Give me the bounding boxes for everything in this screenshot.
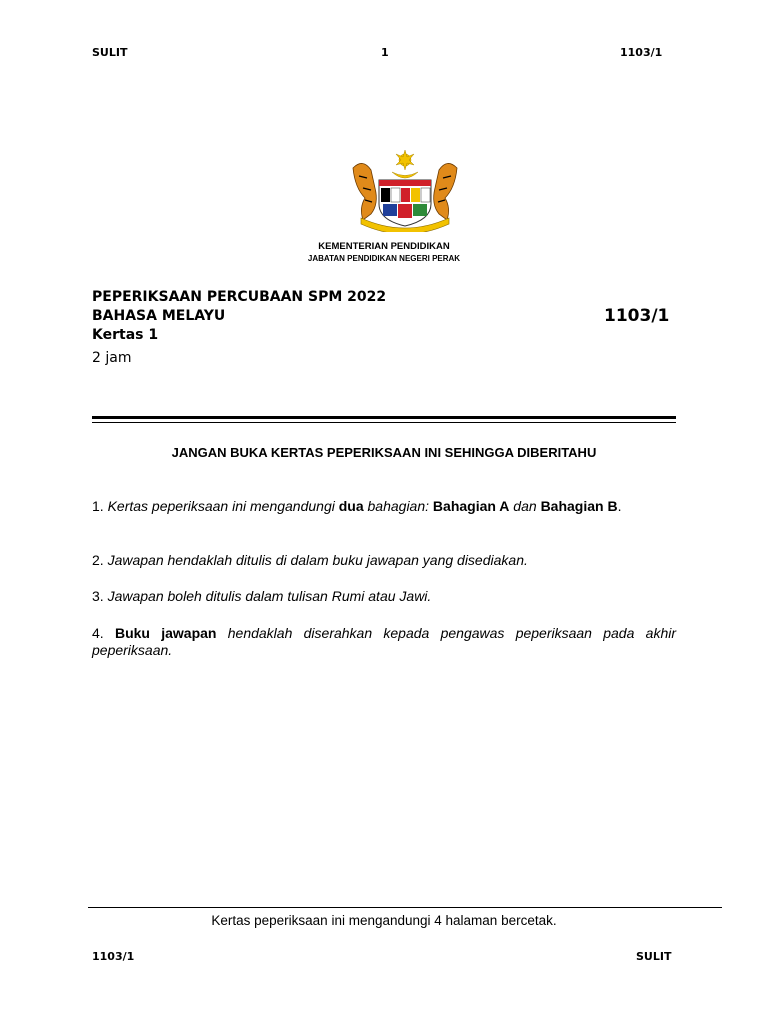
exam-title: PEPERIKSAAN PERCUBAAN SPM 2022 [92, 289, 387, 305]
exam-subject: BAHASA MELAYU [92, 308, 226, 324]
paper-code: 1103/1 [604, 306, 670, 326]
do-not-open-warning: JANGAN BUKA KERTAS PEPERIKSAAN INI SEHINGGA DIBERITAHU [171, 445, 597, 460]
footer-left: 1103/1 [92, 950, 135, 963]
divider-thick [92, 416, 676, 419]
ministry-name: KEMENTERIAN PENDIDIKAN [318, 241, 450, 252]
bottom-divider [88, 907, 722, 908]
divider-thin [92, 422, 676, 423]
page-number: 1 [381, 46, 389, 59]
malaysia-coat-of-arms-icon [345, 148, 465, 232]
instruction-2: 2. Jawapan hendaklah ditulis di dalam buku jawapan yang disediakan. [92, 552, 528, 568]
exam-paper: Kertas 1 [92, 327, 159, 343]
header-left: SULIT [92, 46, 128, 59]
instruction-1: 1. Kertas peperiksaan ini mengandungi dua bahagian: Bahagian A dan Bahagian B. [92, 498, 622, 514]
page-count-note: Kertas peperiksaan ini mengandungi 4 halaman bercetak. [211, 913, 557, 928]
exam-duration: 2 jam [92, 350, 132, 366]
footer-right: SULIT [636, 950, 672, 963]
department-name: JABATAN PENDIDIKAN NEGERI PERAK [307, 254, 461, 263]
instruction-3: 3. Jawapan boleh ditulis dalam tulisan Rumi atau Jawi. [92, 588, 432, 604]
header-right: 1103/1 [620, 46, 663, 59]
instruction-4: 4. Buku jawapan hendaklah diserahkan kepada pengawas peperiksaan pada akhir peperiksaan. [92, 625, 676, 658]
